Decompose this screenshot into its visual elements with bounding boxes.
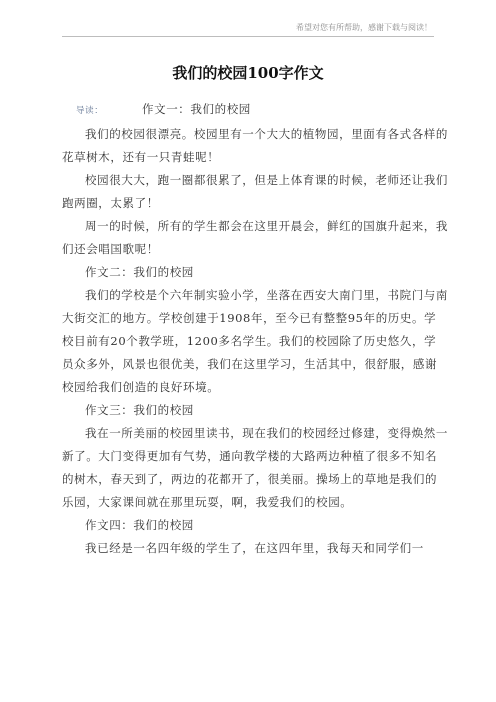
paragraph: 周一的时候，所有的学生都会在这里开晨会，鲜红的国旗升起来，我们还会唱国歌呢！ xyxy=(62,219,448,256)
paragraph: 我已经是一名四年级的学生了，在这四年里，我每天和同学们一 xyxy=(85,541,424,555)
paragraph: 我们的学校是个六年制实验小学，坐落在西安大南门里，书院门与南大街交汇的地方。学校创建于1908年，至今已有整整95年的历史。学校目前有20个教学班，1200多名学生。我们的校园除了历史悠久，学员众多外，风景也很优美，我们在这里学习，生活其中，很舒服，感谢校园给我们创造的良好环境。 xyxy=(62,288,448,394)
lead-row xyxy=(62,98,448,123)
section-heading: 作文四：我们的校园 xyxy=(85,518,194,532)
header-divider xyxy=(62,36,434,37)
lead-text: 作文一：我们的校园 xyxy=(142,102,251,116)
document-title: 我们的校园100字作文 xyxy=(172,64,324,82)
paragraph: 校园很大大，跑一圈都很累了，但是上体育课的时候，老师还让我们跑两圈，太累了！ xyxy=(62,173,448,210)
header-note: 希望对您有所帮助，感谢下载与阅读！ xyxy=(296,23,432,32)
document-body xyxy=(62,98,448,560)
section-heading: 作文二：我们的校园 xyxy=(85,265,194,279)
paragraph: 我们的校园很漂亮。校园里有一个大大的植物园，里面有各式各样的花草树木，还有一只青蛙呢！ xyxy=(62,127,448,164)
lead-label: 导读： xyxy=(76,106,104,116)
paragraph: 我在一所美丽的校园里读书，现在我们的校园经过修建，变得焕然一新了。大门变得更加有气势，通向教学楼的大路两边种植了很多不知名的树木，春天到了，两边的花都开了，很美丽。操场上的草地是我们的乐园，大家课间就在那里玩耍，啊，我爱我们的校园。 xyxy=(62,426,448,509)
section-heading: 作文三：我们的校园 xyxy=(85,403,194,417)
